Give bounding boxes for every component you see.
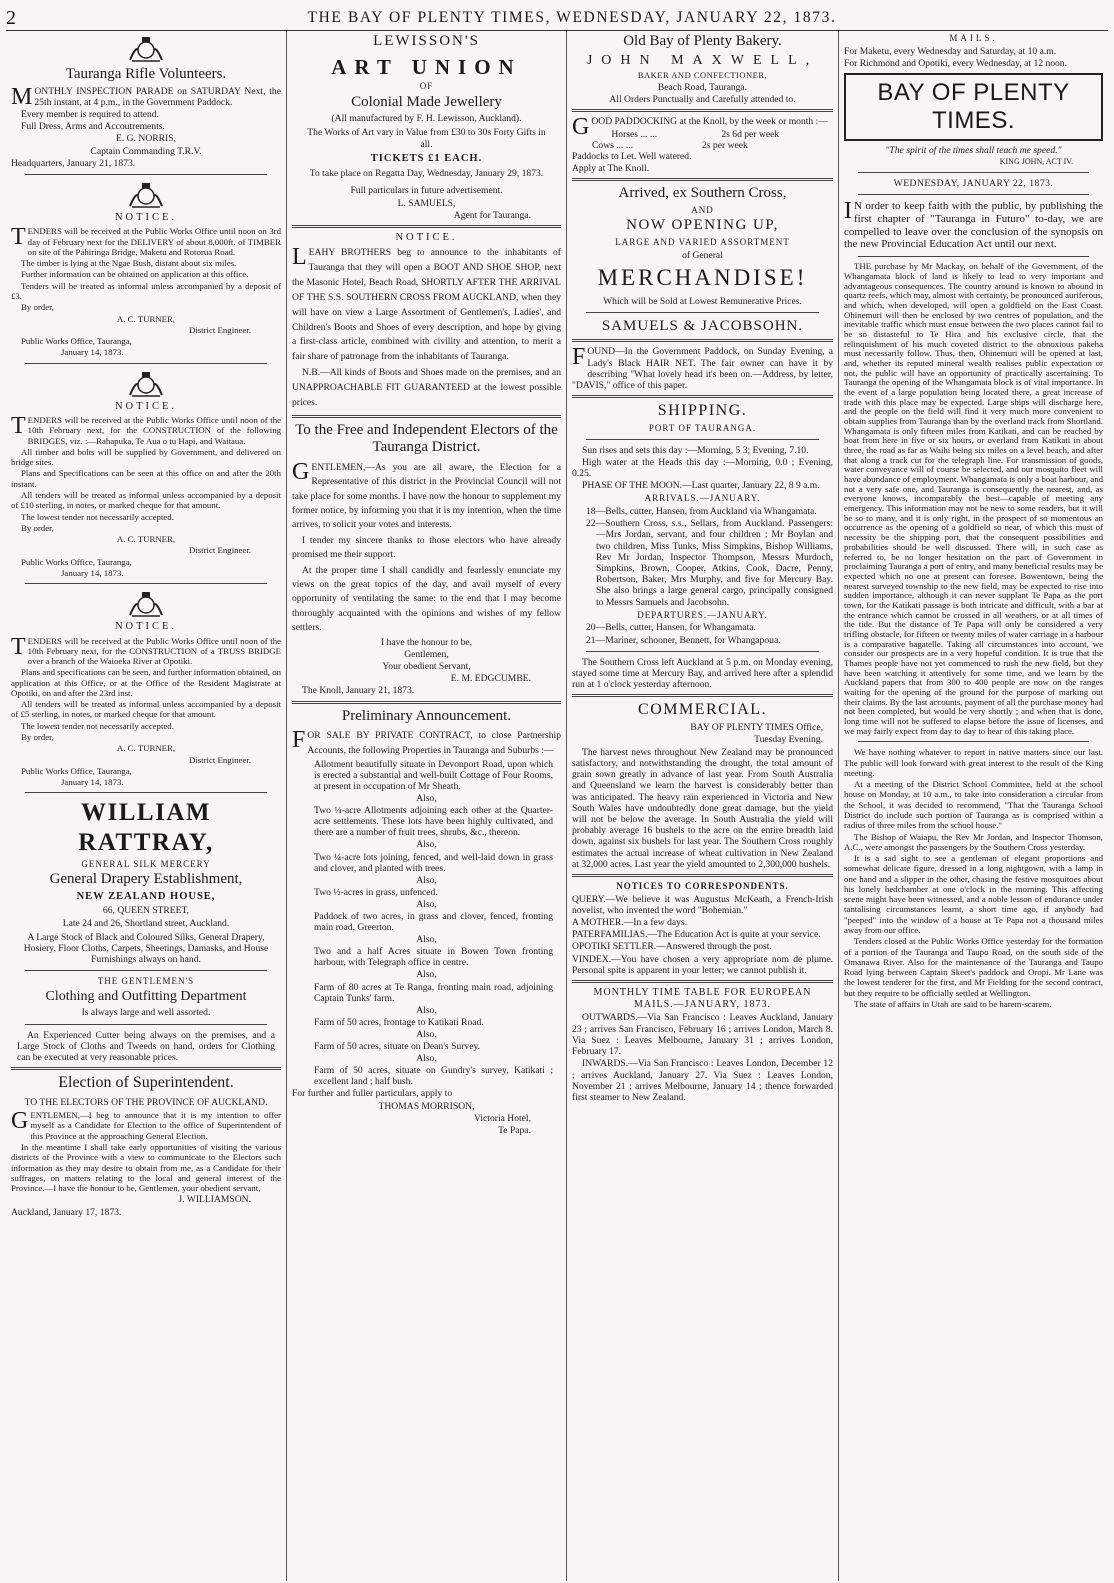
commercial-text: The harvest news throughout New Zealand may be pronounced satisfactory, and notwithstanding the drought, the total amount of grain sown greatly in advance of last year. From South Australia and Queensland we learn the harvest is considerably better than was anticipated. The heavy rain experienced in Victoria and New South Wales have undoubtedly done great damage, but the yield will not be below the average. In South Australia the yield will probably average 16 bushels to the acre on the entire breadth laid down, against six bushels for last year. The Southern Cross roughly estimates the actual increase of wheat cultivation in New Zealand at 32,000 acres. Last year the yield amounted to 2,300,000 bushels. [572,746,833,870]
electors-text: I tender my sincere thanks to those electors who have already promised me their support. [292,534,561,561]
prelim-place: Te Papa. [498,1125,531,1137]
prelim-title: Preliminary Announcement. [341,707,512,724]
engineer-name: A. C. TURNER, [116,743,176,754]
arrived-firm: SAMUELS & JACOBSOHN. [601,317,804,334]
paddock-lets: Paddocks to Let. Well watered. [572,150,692,162]
art-union-title: ART UNION [331,54,522,79]
editorial-text: THE purchase by Mr Mackay, on behalf of the Government, of the Whangamata block of land is likely to lead to very important and advantageous consequences. The country around is known to abound in quartz reefs, which may, almost with certainty, be pronounced auriferous, and which, when developed, will open a goldfield on the East Coast. Ohinemuri will then be enclosed by two centres of population, and the inevitable traffic which must ensue between the two places cannot fail to be so distasteful to Te Hira and his exclusive circle, that the relinquishment of his much coveted district to the obnoxious pakeha must necessarily follow. Thus, then, Ohinemuri will be opened at last, and, whether its reputed mineral wealth realises public expectation or not, the public will have an opportunity of practically ascertaining. To Tauranga the opening of the Whangamata block is of vital importance. In the event of a large population being located there, a great increase of trade with this place may be expected. Large ships will discharge here, and the people on the field will find it very much more convenient to obtain supplies from Tauranga than by the overland track from Shortland. Whangamata is only fifteen miles from Katikati, and can be reached by boat from here in five or six hours, or overland from Katikati in about three, the road as far as Waihi being six miles on a level beach, and after that along a track cut for the telegraph line. For transmission of goods, water conveyance will of course be selected, and our mosquito fleet will have abundance of employment. Whangamata is only a boat harbour, and not a very safe one, and Tauranga is consequently the nearest, and, as everyone knows, incomparably the best—capable of meeting any emergency. This information may not be new to some readers, but it will be so to many, and it is only right, in the prospect of so momentous an occurrence as the opening of a goldfield so near, of which this must of necessity be the shipping port, that the consequent possibilities and probabilities should be well discussed. There will, in such case as referred to, be no longer hesitation on the part of Government in proclaiming Tauranga a port of entry, and many beneficial results may be expected which no one at present can foresee. Bowentown, being the nearest surveyed township to the new field, may be expected to rise into sudden importance, although it can never supplant Te Papa as the port town, for the Katikati passage is both intricate and difficult, with a bar at the entrance which cannot be crossed in all weathers, or at all times of the tide. But the distance of Te Papa will only be considered a very trifling obstacle, for fifteen or twenty miles of water carriage in a harbour is a comparative bagatelle. Taking all circumstances into account, we consider our prospects are in a very hopeful condition. It is true that the Thames people have not yet commenced to rush the new field, but they have been watching it attentively for some time, and we learn by the Auckland papers that from 300 to 400 people are now on the ranges waiting for the opening of the ground for the purpose of marking out their claims. By the last accounts, payment of all the purchase money had not been completed, but would be very shortly ; and when that is done, long time will not be suffered to elapse before the issue of licenses, and we may fairly expect from day to day to hear of this taking place. [844,261,1103,736]
rifle-dateline: Headquarters, January 21, 1873. [11,157,136,169]
paddock-row [572,140,833,151]
paddock-apply: Apply at The Knoll. [572,163,650,175]
engineer-name: A. C. TURNER, [116,313,176,324]
rifle-line: Every member is required to attend. [21,108,159,120]
drop-cap: F [292,727,306,754]
property-item: Farm of 50 acres, situate on Dean's Survey. [314,1041,481,1053]
commercial-title: COMMERCIAL. [638,701,767,719]
shipping-title: SHIPPING. [657,402,748,420]
found-text: OUND—In the Government Paddock, on Sunday Evening, a Lady's Black HAIR NET. The fair owner can have it by describing "What lovely head it's been on.—Address, by letter, "DAVIS," office of this paper. [572,346,833,392]
property-item: Allotment beautifully situate in Devonport Road, upon which is erected a substantial and well-built Cottage of Four Rooms, at present in occupation of Mr Sheath. [314,758,553,792]
electors-honour: I have the honour to be, [380,636,473,648]
drop-cap: T [11,633,26,660]
royal-crest-icon [126,34,166,64]
rattray-est: General Drapery Establishment, [49,871,243,888]
election-date: Auckland, January 17, 1873. [11,1206,122,1218]
drop-cap: G [11,1108,29,1135]
news-item: At a meeting of the District School Committee, held at the school house on Monday, at 10 a.m., to take into consideration a circular from the School, it was decided to recommend, "That the Tauranga School District do include such portion of Tauranga as is comprised within a radius of three miles from the school house." [844,779,1103,831]
lead-text: N order to keep faith with the public, by publishing the first chapter of "Tauranga in Futuro" to-day, we are compelled to leave over the conclusion of the synopsis on the new Provincial Education Act until our next. [844,199,1103,251]
tender-text: All tenders will be treated as informal unless accompanied by a deposit of £10 sterling, in notes, or marked cheque for that amount. [11,489,281,511]
also-divider: Also, [416,874,437,886]
also-divider: Also, [416,1053,437,1065]
tender-text: Tenders will be treated as informal unless accompanied by a deposit of £3. [11,280,281,302]
shipping-text: High water at the Heads this day :—Morning, 0.0 ; Evening, 0.25. [572,456,833,479]
art-union-agent-role: Agent for Tauranga. [453,209,531,221]
column-1 [6,31,287,1581]
rifle-title: Tauranga Rifle Volunteers. [65,66,227,82]
news-item: The state of affairs in Utah are said to be harem-scarem. [854,999,1052,1010]
rifle-body: ONTHLY INSPECTION PARADE on SATURDAY Next, the 25th instant, at 4 p.m., in the Government Paddock. [34,85,281,108]
rattray-sub: GENERAL SILK MERCERY [81,858,211,869]
leahy-text: N.B.—All kinds of Boots and Shoes made on the premises, and an UNAPPROACHABLE FIT GUARANTEED at the lowest possible prices. [292,367,561,408]
commercial-day: Tuesday Evening. [754,734,823,746]
art-union-agent: L. SAMUELS, [397,197,456,209]
art-union-full: Full particulars in future advertisement. [350,185,503,197]
electors-date: The Knoll, January 21, 1873. [302,685,415,697]
art-union-value: The Works of Art vary in Value from £30 to 30s Forty Gifts in all. [307,127,546,150]
arrived-merch: MERCHANDISE! [597,264,808,290]
arrival-entry: 22—Southern Cross, s.s., Sellars, from Auckland. Passengers:—Mrs Jordan, servant, and four children ; Mr Boylan and two children, Miss Tunks, Miss Simpkins, Bishop Williams, Rev Mr Jordan, Inspector Thompson, Messrs Murdoch, Simpkins, Brown, Cooper, Atkins, Cook, Dacre, Penny, Robertson, Baker, Mrs Murphy, and five for Mercury Bay. She also brings a large general cargo, principally consigned to Messrs Samuels and Jacobsohn. [586,518,833,608]
art-union-sub: Colonial Made Jewellery [351,93,502,110]
property-item: Two ½-acres in grass, unfenced. [314,886,438,898]
columns [6,31,1108,1581]
notice-heading: NOTICE. [114,212,178,224]
prelim-hotel: Victoria Hotel, [474,1112,531,1124]
royal-crest-icon [126,369,166,399]
also-divider: Also, [416,793,437,805]
tender-text: The lowest tender not necessarily accepted. [21,511,174,522]
masthead-title: THE BAY OF PLENTY TIMES, WEDNESDAY, JANUARY 22, 1873. [307,9,837,26]
electors-name: E. M. EDGCUMBE. [450,673,531,685]
shipping-note: The Southern Cross left Auckland at 5 p.m. on Monday evening, stayed some time at Mercury Bay, and arrived here after a splendid run at 1 o'clock yesterday afternoon. [572,656,833,691]
election-text: ENTLEMEN,—I beg to announce that it is my intention to offer myself as a Candidate for Election to the office of Superintendent of this Province at the approaching General Election. [30,1110,281,1141]
commercial-office: BAY OF PLENTY TIMES Office, [690,722,823,734]
paper-title: BAY OF PLENTY TIMES. [844,73,1103,141]
paper-date: WEDNESDAY, JANUARY 22, 1873. [893,177,1054,189]
paper-motto: "The spirit of the times shall teach me speed." [885,145,1062,157]
rifle-sig-name: E. G. NORRIS, [116,133,176,145]
tender-text: ENDERS will be received at the Public Works Office until noon of the 10th February next, for the CONSTRUCTION of the following BRIDGES, viz. :—Rahapuka, Te Aua o tu Hapi, and Waitaua. [27,415,281,446]
royal-crest-icon [126,180,166,210]
bakery-addr: Beach Road, Tauranga. [657,81,748,93]
prelim-intro: OR SALE BY PRIVATE CONTRACT, to close Partnership Accounts, the following Properties in Tauranga and Suburbs :— [307,730,561,756]
departure-entry: 20—Bells, cutter, Hansen, for Whangamata. [586,622,756,634]
tender-text: All tenders will be treated as informal unless accompanied by a deposit of £5 sterling, in notes, or marked cheque for that amount. [11,699,281,720]
rattray-assorted: Is always large and well assorted. [81,1007,211,1019]
royal-crest-icon [126,589,166,619]
property-item: Two ¼-acre Allotments adjoining each other at the Quarter-acre settlements. These lots have been highly cultivated, and there are a number of fruit trees, shrubs, &c., thereon. [314,805,553,839]
leahy-text: EAHY BROTHERS beg to announce to the inhabitants of Tauranga that they will open a BOOT AND SHOE SHOP, next the Masonic Hotel, Beach Road, SHORTLY AFTER THE ARRIVAL OF THE S.S. SOUTHERN CROSS FROM AUCKLAND, when they will have on view a Large Assortment of Gentlemen's, Ladies', and Children's Boots and Shoes of every description, and hope by giving a first-class article, combined with civility and attention, to merit a fair share of patronage from the inhabitants of Tauranga. [292,247,561,363]
column-4 [839,31,1108,1581]
election-text: In the meantime I shall take early opportunities of visiting the various districts of the Province with a view to communicate to the Electors such information as they may desire to obtain from me, as a Candidate for their suffrages, on matters relating to the local and general interest of the Province.—I have the honour to be, Gentlemen, your obedient servant, [11,1141,281,1194]
page-number: 2 [6,7,16,29]
election-name: J. WILLIAMSON. [178,1194,251,1206]
paddock-kind: Horses ... ... [611,128,658,140]
art-union-name: LEWISSON'S [373,33,480,49]
rattray-gent: THE GENTLEMEN'S [97,976,195,987]
drop-cap: G [292,458,310,485]
news-item: We have nothing whatever to report in native matters since our last. The public will look forward with great interest to the result of the King meeting. [844,747,1103,778]
electors-title: To the Free and Independent Electors of the Tauranga District. [295,421,558,456]
also-divider: Also, [416,1004,437,1016]
rattray-stock: A Large Stock of Black and Coloured Silks, General Drapery, Hosiery, Floor Cloths, Carpets, Sheetings, Damasks, and House Furnishings always on hand. [23,931,269,966]
paddock-price: 2s 6d per week [721,128,780,140]
arrival-entry: 18—Bells, cutter, Hansen, from Auckland via Whangamata. [586,505,817,517]
bakery-name: JOHN MAXWELL, [586,52,819,68]
news-item: Tenders closed at the Public Works Office yesterday for the formation of a portion of the Tauranga and Taupo Road, on the south side of the Omanawa River. Also for the maintenance of the Tauranga and Taupo Road lying between Captain Skeet's paddock and Oropi. Mr Lane was the lowest tenderer for the first, and Mr Fielding for the second contract, but they require to be officially settled at Wellington. [844,936,1103,998]
engineer-role: District Engineer. [188,324,251,335]
engineer-role: District Engineer. [188,754,251,765]
drop-cap: G [572,114,590,141]
drop-cap: I [844,197,852,224]
bakery-title: Old Bay of Plenty Bakery. [623,33,782,49]
rattray-street: 66, QUEEN STREET, [102,905,190,917]
property-item: Farm of 80 acres at Te Ranga, fronting main road, adjoining Captain Tunks' farm. [314,981,553,1004]
also-divider: Also, [416,934,437,946]
by-order: By order, [21,522,54,533]
mails-outwards: OUTWARDS.—Via San Francisco : Leaves Auckland, January 23 ; arrives San Francisco, February 16 ; arrives London, March 8. Via Suez : Leaves Melbourne, January 31 ; arrives London, February 17. [572,1012,833,1058]
mails-title: MAILS. [949,33,998,43]
departure-entry: 21—Mariner, schooner, Bennett, for Whangapoua. [586,634,781,646]
arrived-large: LARGE AND VARIED ASSORTMENT [615,237,790,247]
rattray-house: NEW ZEALAND HOUSE, [76,891,216,903]
arrived-now: NOW OPENING UP, [626,217,779,234]
election-title: Election of Superintendent. [58,1074,234,1092]
news-item: The Bishop of Waiapu, the Rev Mr Jordan, and Inspector Thomson, A.C., were amongst the passengers by the Southern Cross yesterday. [844,831,1103,852]
arrived-and: AND [691,204,714,215]
paddock-row [591,129,833,140]
paddock-kind: Cows ... ... [592,139,634,151]
notice-heading: NOTICE. [114,400,178,412]
corr-item: OPOTIKI SETTLER.—Answered through the post. [572,941,772,953]
paddock-price: 2s per week [702,139,748,151]
tender-text: The lowest tender not necessarily accepted. [21,720,174,731]
drop-cap: F [572,344,586,371]
rifle-sig-role: Captain Commanding T.R.V. [90,145,202,157]
tender-text: Plans and specifications can be seen, and further information obtained, on application at this Office, or at the Office of the Resident Magistrate at Opotiki, on and after the 23rd inst. [11,667,281,698]
arrived-sold: Which will be Sold at Lowest Remunerative Prices. [603,295,802,307]
rattray-dept: Clothing and Outfitting Department [45,988,247,1004]
prelim-name: THOMAS MORRISON, [378,1100,475,1112]
drop-cap: T [11,413,26,440]
property-item: Farm of 50 acres, frontage to Katikati Road. [314,1016,484,1028]
arrivals-heading: ARRIVALS.—JANUARY. [644,493,761,504]
office-date: January 14, 1873. [61,567,124,578]
mails-line: For Maketu, every Wednesday and Saturday, at 10 a.m. [844,45,1057,57]
shipping-text: Sun rises and sets this day :—Morning, 5 3; Evening, 7.10. [582,444,809,456]
mails-line: For Richmond and Opotiki, every Wednesday, at 12 noon. [844,57,1068,69]
notice-heading: NOTICE. [395,231,458,243]
property-item: Two and a half Acres situate in Bowen Town fronting harbour, with Telegraph office in centre. [314,946,553,969]
also-divider: Also, [416,839,437,851]
by-order: By order, [21,732,54,743]
property-item: Two ¼-acre lots joining, fenced, and well-laid down in grass and clover, and planted with trees. [314,851,553,874]
electors-servant: Your obedient Servant, [382,660,471,672]
rattray-cutter: An Experienced Cutter being always on the premises, and a Large Stock of Cloths and Tweeds on hand, orders for Clothing can be executed at very reasonable prices. [17,1029,275,1063]
engineer-name: A. C. TURNER, [116,534,176,545]
tender-text: ENDERS will be received at the Public Works Office until noon of the 10th February next, for the CONSTRUCTION of a TRUSS BRIDGE over a branch of the Waioeka River at Opotiki. [27,635,281,667]
masthead [6,4,1108,31]
tender-text: All timber and bolts will be supplied by Government, and delivered on bridge sites. [11,446,281,468]
drop-cap: M [11,83,33,110]
rifle-line: Full Dress, Arms and Accoutrements. [21,121,165,133]
corr-item: VINDEX.—You have chosen a very appropriate nom de plume. Personal spite is apparent in your letter; we cannot publish it. [572,953,833,976]
news-item: It is a sad sight to see a gentleman of elegant proportions and somewhat delicate figure, dressed in a long nightgown, with a lamp in one hand and a slipper in the other, chasing the festive mosquitoes about his lonely bedchamber at one o'clock in the morning. This affecting scene might have been witnessed, and a noble lesson of endurance under tantalising circumstances learnt, a short time ago, if anybody had "peeped" into the window of a house at Te Papa not a thousand miles away from our office. [844,853,1103,936]
corr-item: A MOTHER.—In a few days. [572,917,688,928]
election-to: TO THE ELECTORS OF THE PROVINCE OF AUCKLAND. [24,1096,268,1108]
office-line: Public Works Office, Tauranga, [21,336,132,347]
tender-text: Plans and Specifications can be seen at this office on and after the 20th instant. [11,468,281,489]
paper-cite: KING JOHN, ACT IV. [999,157,1073,167]
property-item: Farm of 50 acres, situate on Gundry's survey, Katikati ; excellent land ; half bush. [314,1065,553,1088]
rattray-name: WILLIAM RATTRAY, [78,799,214,856]
drop-cap: L [292,244,307,271]
mails-inwards: INWARDS.—Via San Francisco : Leaves London, December 12 ; arrives Auckland, January 27. Via Suez : Leaves London, November 21 ; arrives Melbourne, January 14 ; thence forwarded first steamer to New Zealand. [572,1058,833,1103]
mails-table-title: MONTHLY TIME TABLE FOR EUROPEAN MAILS.—JANUARY, 1873. [593,987,812,1010]
drop-cap: T [11,224,26,251]
prelim-list [292,759,561,1088]
column-3 [567,31,839,1581]
art-union-made: (All manufactured by F. H. Lewisson, Auckland). [331,113,522,125]
also-divider: Also, [416,1028,437,1040]
corr-item: QUERY.—We believe it was Augustus McKeath, a French-Irish novelist, who invented the word "Bohemian." [572,893,833,916]
tender-text: ENDERS will be received at the Public Works Office until noon on 3rd day of February next for the DELIVERY of about 8,000ft. of TIMBER on site of the Pahiringa Bridge, Maketu and Rotorua Road. [27,226,281,257]
electors-text: ENTLEMEN,—As you are all aware, the Election for a Representative of this district in the Provincial Council will not take place for some months. I have now the honour to supplement my former notice, by informing you that it is my intention, when the time arrives, to solicit your votes and interests. [292,461,561,531]
by-order: By order, [21,302,54,313]
column-2 [287,31,567,1581]
art-union-of: OF [419,81,434,92]
also-divider: Also, [416,969,437,981]
office-date: January 14, 1873. [61,347,124,358]
engineer-role: District Engineer. [188,545,251,556]
also-divider: Also, [416,898,437,910]
departures-heading: DEPARTURES.—JANUARY. [637,609,768,620]
electors-gent: Gentlemen, [404,648,449,660]
tender-text: Further information can be obtained on application at this office. [21,269,249,280]
electors-text: At the proper time I shall candidly and fearlessly enunciate my views on the great topics of the day, and avail myself of every opportunity of ventilating the same: to the end that I may become thoroughly acquainted with the opinions and wishes of my fellow settlers. [292,564,561,634]
shipping-port: PORT OF TAURANGA. [648,423,757,433]
property-item: Paddock of two acres, in grass and clover, fenced, fronting main road, Greerton. [314,911,553,934]
corr-item: PATERFAMILIAS.—The Education Act is quite at your service. [572,929,821,941]
office-date: January 14, 1873. [61,777,124,788]
tender-text: The timber is lying at the Ngae Bush, distant about six miles. [21,258,237,269]
bakery-role: BAKER AND CONFECTIONER, [637,69,768,80]
rattray-late: Late 24 and 26, Shortland street, Auckland. [62,917,230,929]
office-line: Public Works Office, Tauranga, [21,765,132,776]
office-line: Public Works Office, Tauranga, [21,556,132,567]
shipping-text: PHASE OF THE MOON.—Last quarter, January 22, 8 9 a.m. [582,480,820,492]
paddock-intro: OOD PADDOCKING at the Knoll, by the week or month :— [591,116,828,128]
arrived-line: Arrived, ex Southern Cross, [618,185,787,202]
arrived-of: of General [682,249,723,261]
art-union-tickets: TICKETS £1 EACH. [370,152,483,164]
art-union-place: To take place on Regatta Day, Wednesday, January 29, 1873. [309,168,544,180]
prelim-further: For further and fuller particulars, apply to [292,1088,453,1100]
notice-heading: NOTICE. [114,621,178,633]
corr-title: NOTICES TO CORRESPONDENTS. [616,881,789,892]
bakery-orders: All Orders Punctually and Carefully attended to. [609,94,796,106]
